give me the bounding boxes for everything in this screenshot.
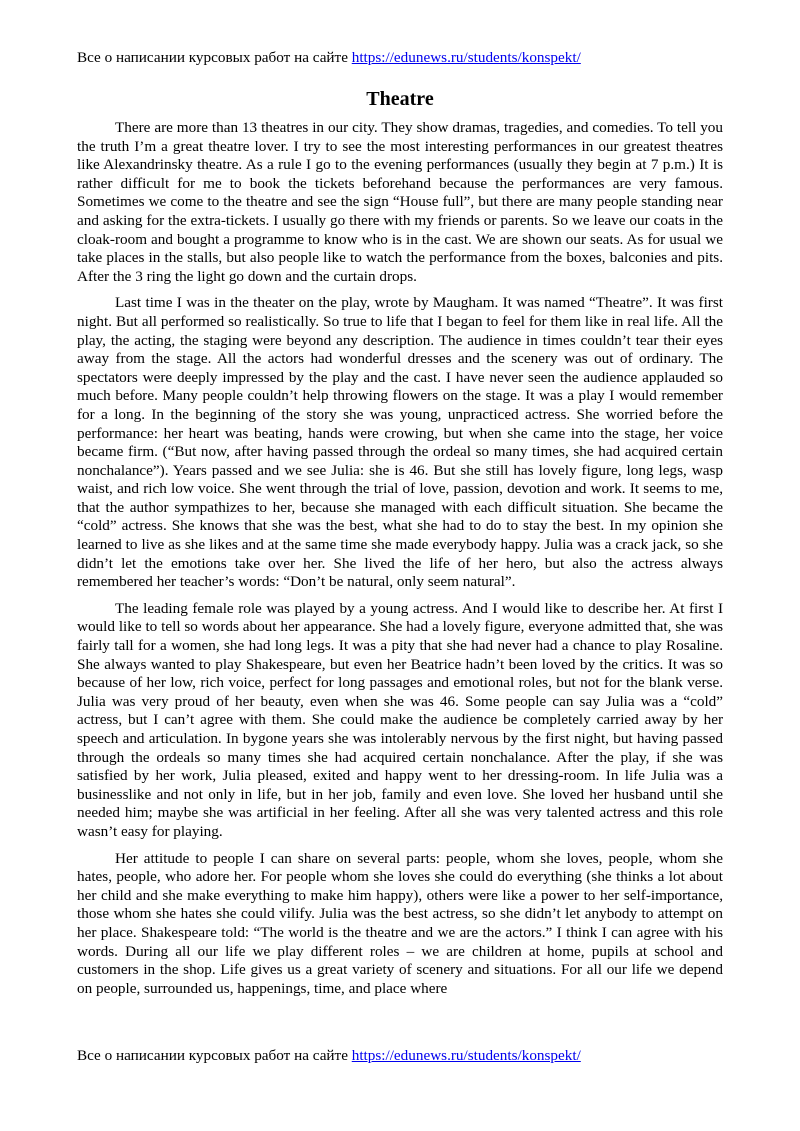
footer-line: [77, 1046, 723, 1065]
paragraph-1: There are more than 13 theatres in our city. They show dramas, tragedies, and comedies. To tell you the truth I’m a great theatre lover. I try to see the most interesting performances in our greatest theatres like Alexandrinsky theatre. As a rule I go to the evening performances (usually they begin at 7 p.m.) It is rather difficult for me to book the tickets beforehand because the performances are very famous. Sometimes we come to the theatre and see the sign “House full”, but there are many people standing near and asking for the extra-tickets. I usually go there with my friends or parents. So we leave our coats in the cloak-room and bought a programme to know who is in the cast. We are shown our seats. As for usual we take places in the stalls, but also people like to watch the performance from the boxes, balconies and pits. After the 3 ring the light go down and the curtain drops.: [77, 119, 723, 285]
document-title: Theatre: [366, 88, 434, 110]
header-text: Все о написании курсовых работ на сайте: [77, 49, 352, 66]
paragraph-4: Her attitude to people I can share on several parts: people, whom she loves, people, whom she hates, people, who adore her. For people whom she loves she could do everything (she thinks a lot about her child and she make everything to make him happy), others were like a power to her self-importance, those whom she hates she could vilify. Julia was the best actress, so she didn’t let anybody to attempt on her place. Shakespeare told: “The world is the theatre and we are the actors.” I think I can agree with his words. During all our life we play different roles – we are children at home, pupils at school and customers in the shop. Life gives us a great variety of scenery and situations. For all our life we depend on people, surrounded us, happenings, time, and place where: [77, 849, 723, 997]
paragraph-3: The leading female role was played by a young actress. And I would like to describe her. At first I would like to tell so words about her appearance. She had a lovely figure, everyone admitted that, she was fairly tall for a women, she had long legs. It was a pity that she had never had a chance to play Rosaline. She always wanted to play Shakespeare, but even her Beatrice hadn’t been loved by the critics. It was so because of her low, rich voice, perfect for long passages and emotional roles, but not for the blank verse. Julia was very proud of her beauty, even when she was 46. Some people can say Julia was a “cold” actress, but I can’t agree with them. She could make the audience be completely carried away by her speech and articulation. In bygone years she was intolerably nervous by the first night, but having passed through the ordeals so many times she had acquired certain nonchalance. After the play, if she was satisfied by her work, Julia pleased, exited and happy went to her dressing-room. In life Julia was a businesslike and not only in life, but in her job, family and even love. She loved her husband until she needed him; maybe she was artificial in her feeling. After all she was very talented actress and this role wasn’t easy for playing.: [77, 599, 723, 840]
footer-text: Все о написании курсовых работ на сайте: [77, 1047, 352, 1064]
page-header: [77, 48, 723, 67]
document-body: [77, 119, 723, 998]
header-link[interactable]: https://edunews.ru/students/konspekt/: [351, 49, 581, 66]
page-footer: [77, 1046, 723, 1065]
document-page: [77, 48, 723, 1006]
paragraph-2: Last time I was in the theater on the play, wrote by Maugham. It was named “Theatre”. It was first night. But all performed so realistically. So true to life that I began to feel for them like in real life. All the play, the acting, the staging were beyond any description. The audience in times couldn’t tear their eyes away from the stage. All the actors had wonderful dresses and the scenery was out of ordinary. The spectators were deeply impressed by the play and the cast. I have never seen the audience applauded so much before. Many people couldn’t help throwing flowers on the stage. It was a play I would remember for a long. In the beginning of the story she was young, unpracticed actress. She worried before the performance: her heart was beating, hands were crowing, but when she came into the stage, her voice became firm. (“But now, after having passed through the ordeal so many times, she had acquired certain nonchalance”). Years passed and we see Julia: she is 46. But she still has lovely figure, long legs, wasp waist, and rich low voice. She went through the trial of love, passion, devotion and work. It seems to me, that the author sympathizes to her, because she managed with each difficult situation. She became the “cold” actress. She knows that she was the best, what she had to do to stay the best. In my opinion she learned to live as she likes and at the same time she made everybody happy. Julia was a crack jack, so she didn’t let the emotions take over her. She lived the life of her hero, but also the actress always remembered her teacher’s words: “Don’t be natural, only seem natural”.: [77, 294, 723, 591]
footer-link[interactable]: https://edunews.ru/students/konspekt/: [351, 1047, 581, 1064]
